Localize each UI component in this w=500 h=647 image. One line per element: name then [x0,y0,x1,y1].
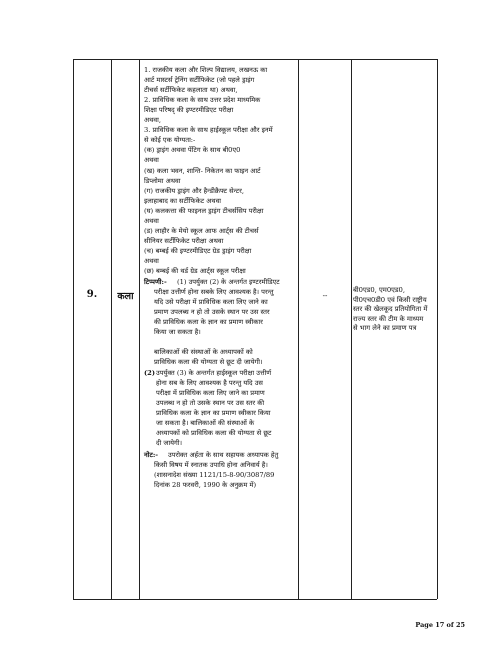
note-line: उपरोक्त अर्हता के साथ सहायक अध्यापक हेतु [168,450,279,459]
serial-number: 9. [86,289,98,300]
note-line: उपर्युक्त (3) के अन्तर्गत हाईस्कूल परीक्षा उत्तीर्ण [156,368,272,377]
qualification-line: डिप्लोमा अथवा [144,176,181,185]
column-divider [139,59,140,599]
column-divider [298,59,299,599]
note-label: (2) [144,368,155,377]
note-line: अध्यापकों को प्राविधिक कला की योग्यता से छूट [156,428,272,437]
remarks-line: से भाग लेने का प्रमाण पत्र [353,324,417,333]
qualification-line: अथवा, [144,116,161,125]
note-line: यदि उसे परीक्षा में प्राविधिक कला लिए जाने का [154,298,268,307]
qualification-line: (ख) कला भवन, शान्ति- निकेतन का फाइन आर्ट [144,166,261,175]
qualification-line: 3. प्राविधिक कला के साथ हाईस्कूल परीक्षा और इनमें [144,126,273,135]
qualification-line: टीचर्स सर्टीफिकेट कहलाता था) अथवा, [144,86,238,95]
note-line: (शासनादेश संख्या 1121/15-8-90/3087/89 [154,471,275,479]
column-divider [351,59,352,599]
qualification-line: (च) बम्बई की इण्टरमीडिएट ग्रेड ड्राइंग परीक्षा [144,246,252,255]
qualification-line: अथवा [144,156,159,165]
qualification-line: 1. राजकीय कला और शिल्प विद्यालय, लखनऊ का [144,66,268,74]
note-label: टिप्पणी:- [144,278,167,287]
qualification-line: (घ) कलकत्ता की फाइनल ड्राइंग टीचर्ससिप परीक्षा [144,206,264,215]
page-number: Page 17 of 25 [415,621,465,629]
qualification-line: (ड) लाहौर के मेयो स्कूल आफ आर्ट्स की टीचर्स [144,226,259,235]
table-bottom-border [73,599,437,600]
note-line: प्राविधिक कला की योग्यता से छूट दी जायेगी। [154,358,263,367]
note-line: की प्राविधिक कला के ज्ञान का प्रमाण स्वीकार [154,318,263,327]
subject-name: कला [117,291,134,302]
note-line: किसी विषय में स्नातक उपाधि होना अनिवार्य है। [154,460,268,469]
remarks-cell [353,286,437,334]
note-line: बालिकाओं की संस्थाओं के अध्यापकों को [154,348,253,357]
note-label: नोट:- [144,450,159,459]
column-divider [111,59,112,599]
qualification-line: 2. प्राविधिक कला के साथ उत्तर प्रदेश माध्यमिक [144,96,261,105]
note-line: परीक्षा में प्राविधिक कला लिए जाने का प्रमाण [156,388,265,397]
note-line: जा सकता है। बालिकाओं की संस्थाओं के [156,418,255,427]
experience-value: -- [322,292,328,300]
note-line: प्रमाण उपलब्ध न हो तो उसके स्थान पर उस स्तर [154,308,270,317]
qualification-line: शिक्षा परिषद् की इण्टरमीडिएट परीक्षा [144,106,234,115]
note-line: उपलब्ध न हो तो उसके स्थान पर उस स्तर की [156,398,265,407]
note-line: प्राविधिक कला के ज्ञान का प्रमाण स्वीकार किया [156,408,271,417]
qualification-line: (ग) राजकीय ड्राइंग और हैन्डीक्रैफ्ट सेन्टर, [144,186,244,195]
note-line: दिनांक 28 फरवरी, 1990 के अनुक्रम में) [154,481,257,490]
qualification-line: अथवा [144,256,159,265]
remarks-line: पी0एच0डी0 एवं किसी राष्ट्रीय [353,295,427,304]
table-left-border [73,59,74,599]
qualification-line: इलाहाबाद का सर्टीफिकेट अथवा [144,196,222,205]
remarks-line: स्तर की खेलकूद प्रतियोगिता में [353,305,428,314]
note-line: दी जायेगी। [156,438,183,447]
qualification-line: से कोई एक योग्यता:- [144,136,196,145]
remarks-line: राज्य स्तर की टीम के माध्यम [353,314,424,323]
table-top-border [73,59,437,60]
note-line: किया जा सकता है। [154,328,201,337]
qualification-line: आर्ट मास्टर्स ट्रेनिंग सर्टीफिकेट (जो पहले ड्राइंग [144,76,255,85]
note-line: होना सब के लिए आवश्यक है परन्तु यदि उस [156,378,263,387]
remarks-line: बी0एड0, एम0एड0, [353,286,406,294]
qualification-line: (क) ड्राइंग अथवा पेंटिग के साथ बी0ए0 [144,146,241,155]
table-right-border [437,59,438,599]
qualification-line: अथवा [144,216,159,225]
qualification-line: (छ) बम्बई की थर्ड ग्रेड आर्ट्स स्कूल परीक्षा [144,267,246,275]
note-line: परीक्षा उत्तीर्ण होना सबके लिए आवश्यक है। परन्तु [154,288,274,297]
qualification-line: सीनियर सर्टीफिकेट परीक्षा अथवा [144,236,224,245]
note-line: (1) उपर्युक्त (2) के अन्तर्गत इण्टरमीडिएट [177,278,280,287]
